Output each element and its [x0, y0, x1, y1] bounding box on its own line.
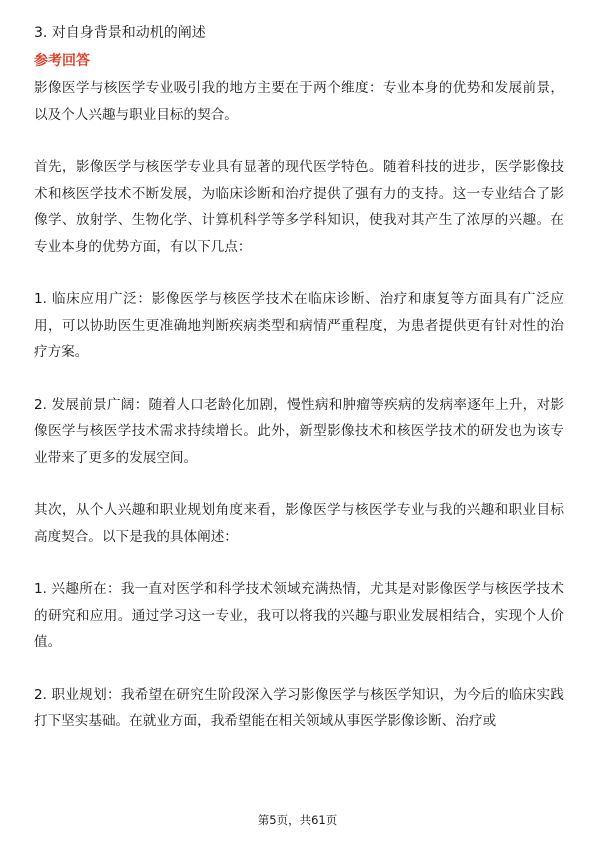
- paragraph-point-interest: 1. 兴趣所在：我一直对医学和科学技术领域充满热情，尤其是对影像医学与核医学技术的研究和应用。通过学习这一专业，我可以将我的兴趣与职业发展相结合，实现个人价值。: [34, 581, 564, 650]
- paragraph-point-prospects: 2. 发展前景广阔：随着人口老龄化加剧，慢性病和肿瘤等疾病的发病率逐年上升，对影像医学与核医学技术需求持续增长。此外，新型影像技术和核医学技术的研发也为该专业带来了更多的发展空间。: [34, 396, 564, 466]
- paragraph-intro: 影像医学与核医学专业吸引我的地方主要在于两个维度：专业本身的优势和发展前景，以及个人兴趣与职业目标的契合。: [34, 80, 564, 123]
- section-title: 3. 对自身背景和动机的阐述: [34, 25, 206, 41]
- page-content: [34, 23, 564, 761]
- paragraph-first: 首先，影像医学与核医学专业具有显著的现代医学特色。随着科技的进步，医学影像技术和核医学技术不断发展，为临床诊断和治疗提供了强有力的支持。这一专业结合了影像学、放射学、生物化学、计算机科学等多学科知识，使我对其产生了浓厚的兴趣。在专业本身的优势方面，有以下几点：: [34, 159, 564, 255]
- paragraph-point-career: 2. 职业规划：我希望在研究生阶段深入学习影像医学与核医学知识，为今后的临床实践打下坚实基础。在就业方面，我希望能在相关领域从事医学影像诊断、治疗或: [34, 686, 564, 729]
- page-number-footer: 第5页，共61页: [257, 813, 338, 827]
- paragraph-second: 其次，从个人兴趣和职业规划角度来看，影像医学与核医学专业与我的兴趣和职业目标高度契合。以下是我的具体阐述：: [34, 502, 564, 545]
- reference-answer-label: 参考回答: [34, 53, 90, 69]
- paragraph-point-clinical: 1. 临床应用广泛：影像医学与核医学技术在临床诊断、治疗和康复等方面具有广泛应用，可以协助医生更准确地判断疾病类型和病情严重程度，为患者提供更有针对性的治疗方案。: [34, 291, 564, 360]
